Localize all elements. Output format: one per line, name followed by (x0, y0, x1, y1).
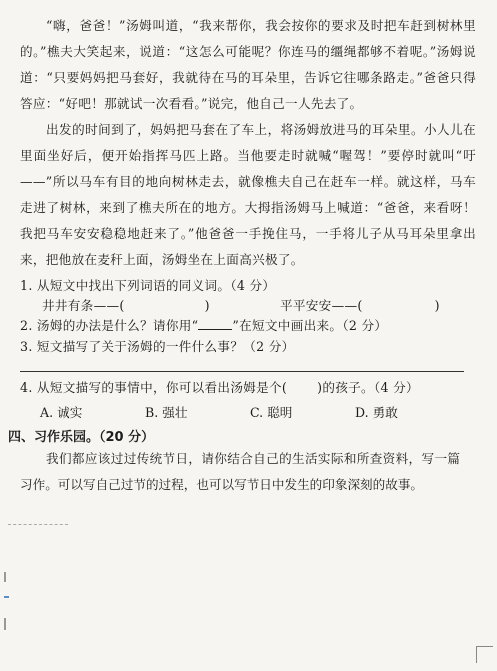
passage-paragraph-2: 出发的时间到了，妈妈把马套在了车上，将汤姆放进马的耳朵里。小人儿在里面坐好后，便开始指挥马匹上路。当他要走时就喊“喔驾！”要停时就叫“吁——”所以马车有目的地向树林走去，就像樵夫自己在赶车一样。就这样，马车走进了树林，来到了樵夫所在的地方。大拇指汤姆马上喊道：“爸爸，来看呀！我把马车安安稳稳地赶来了。”他爸爸一手挽住马，一手将儿子从马耳朵里拿出来，把他放在麦秆上面，汤姆坐在上面高兴极了。 (20, 122, 476, 267)
underline-sample (198, 318, 232, 330)
divider (8, 524, 68, 525)
option-d[interactable]: D. 勇敢 (355, 405, 398, 420)
answer-line[interactable] (20, 371, 464, 372)
question-1: 1. 从短文中找出下列词语的同义词。（4 分） (20, 278, 276, 293)
synonym-item-1: 井井有条——( ) (42, 298, 210, 313)
option-a[interactable]: A. 诚实 (40, 405, 83, 420)
option-b[interactable]: B. 强壮 (145, 405, 188, 420)
page-corner (476, 646, 493, 663)
reading-passage (20, 13, 476, 273)
question-4: 4. 从短文描写的事情中，你可以看出汤姆是个( )的孩子。（4 分） (20, 380, 419, 395)
margin-mark (4, 572, 6, 582)
question-3: 3. 短文描写了关于汤姆的一件什么事？（2 分） (20, 339, 295, 354)
writing-prompt (20, 446, 460, 498)
option-c[interactable]: C. 聪明 (250, 405, 293, 420)
margin-mark (4, 596, 9, 598)
synonym-item-2: 平平安安——( ) (280, 298, 440, 313)
synonym-word-1: 井井有条——( (42, 298, 125, 313)
margin-mark (4, 618, 6, 630)
question-2: 2. 汤姆的办法是什么？请你用“ ”在短文中画出来。（2 分） (20, 318, 388, 333)
answer-options (40, 402, 460, 421)
section-title: 四、习作乐园。（20 分） (8, 430, 155, 445)
passage-paragraph-1: “嗨，爸爸！”汤姆叫道，“我来帮你，我会按你的要求及时把车赶到树林里的。”樵夫大笑起来，说道：“这怎么可能呢？你连马的缰绳都够不着呢。”汤姆说道：“只要妈妈把马套好，我就待在马的耳朵里，告诉它往哪条路走。”爸爸只得答应：“好吧！那就试一次看看。”说完，他自己一人先去了。 (20, 18, 476, 111)
writing-prompt-text: 我们都应该过过传统节日，请你结合自己的生活实际和所查资料，写一篇习作。可以写自己过节的过程，也可以写节日中发生的印象深刻的故事。 (20, 451, 460, 492)
synonym-word-2: 平平安安——( (280, 298, 363, 313)
